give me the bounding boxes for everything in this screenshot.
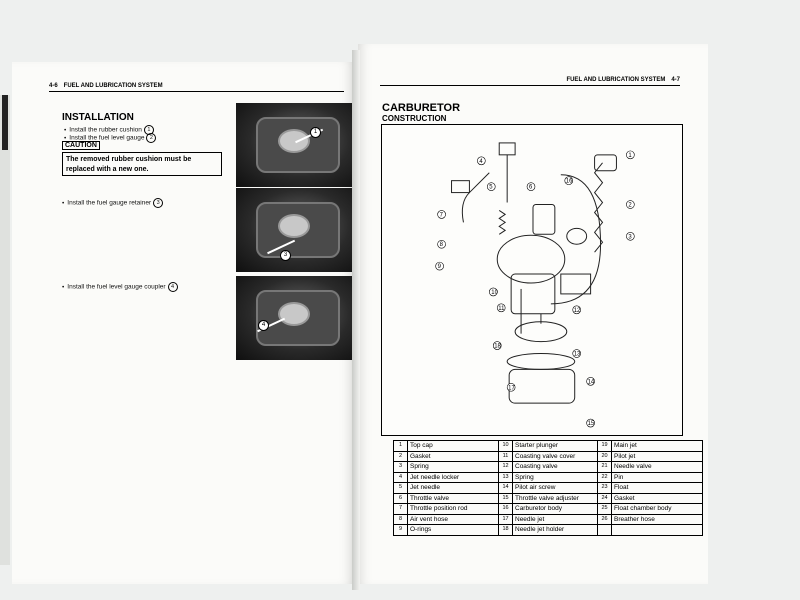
part-name: Coasting valve cover [513,451,598,462]
part-number: 8 [394,514,408,525]
part-number: 2 [394,451,408,462]
step-text: Install the fuel level gauge [69,134,145,142]
step-fuel-gauge-retainer: • Install the fuel gauge retainer 3 [62,198,163,208]
part-number: 11 [499,451,513,462]
starter-plunger-shape [452,181,470,193]
callout-7: 7 [439,212,443,219]
part-name: Gasket [408,451,499,462]
callout-4: 4 [479,158,483,165]
part-number: 20 [598,451,612,462]
right-page-number: 4-7 [671,77,680,83]
gasket-shape [507,354,575,370]
part-number: 24 [598,493,612,504]
photo-callout: 3 [280,250,291,261]
coasting-spring-shape [595,163,603,252]
step-number: 3 [153,198,163,208]
part-number: 1 [394,441,408,452]
part-name: Breather hose [612,514,703,525]
callout-11: 11 [498,305,505,312]
caution-text: The removed rubber cushion must be replaced with a new one. [62,152,222,176]
callout-8: 8 [439,242,443,249]
step-fuel-level-gauge: • Install the fuel level gauge 2 [64,133,156,143]
callout-15: 15 [587,421,595,428]
part-number: 10 [499,441,513,452]
part-name: Coasting valve [513,462,598,473]
part-name: Spring [408,462,499,473]
callout-2: 2 [628,202,632,209]
callout-1: 1 [628,152,632,159]
part-number: 9 [394,525,408,536]
float-shape [515,322,567,342]
part-number: 14 [499,483,513,494]
part-name: Jet needle [408,483,499,494]
step-text: Install the rubber cushion [69,126,142,134]
part-name: Air vent hose [408,514,499,525]
part-name: Pilot jet [612,451,703,462]
step-number: 1 [144,125,154,135]
callout-5: 5 [489,184,493,191]
parts-table [393,440,703,536]
part-name: Carburetor body [513,504,598,515]
part-name: Starter plunger [513,441,598,452]
part-name: Pin [612,472,703,483]
part-number: 26 [598,514,612,525]
table-row [394,451,703,462]
left-section-title: FUEL AND LUBRICATION SYSTEM [63,83,163,89]
table-row [394,493,703,504]
part-name: Jet needle locker [408,472,499,483]
book-gutter [352,50,360,590]
callout-10: 10 [491,289,498,296]
carburetor-heading: CARBURETOR [382,102,461,114]
callout-18: 18 [494,343,501,350]
part-number: 17 [499,514,513,525]
exploded-view-svg [382,125,682,435]
table-row [394,462,703,473]
photo-rubber-cushion [236,103,352,187]
spring-shape [499,210,505,234]
carburetor-exploded-diagram [381,124,683,436]
callout-6: 6 [529,184,533,191]
table-row [394,483,703,494]
part-number: 7 [394,504,408,515]
part-name: Spring [513,472,598,483]
part-number: 6 [394,493,408,504]
callout-9: 9 [437,264,441,271]
float-chamber-shape [509,369,575,403]
photo-gauge-coupler [236,276,352,360]
o-ring-shape [567,228,587,244]
part-name: Needle valve [612,462,703,473]
photo-callout: 1 [310,127,321,138]
part-number: 22 [598,472,612,483]
part-name: Throttle valve [408,493,499,504]
table-row [394,504,703,515]
callout-14: 14 [587,379,595,386]
table-row [394,472,703,483]
callout-13: 13 [573,351,581,358]
part-name: Throttle position rod [408,504,499,515]
callout-17: 17 [508,385,515,392]
part-number: 5 [394,483,408,494]
part-number: 21 [598,462,612,473]
part-number: 13 [499,472,513,483]
top-cap-shape [499,143,515,155]
part-number: 18 [499,525,513,536]
step-rubber-cushion: • Install the rubber cushion 1 [64,125,154,135]
part-number: 3 [394,462,408,473]
part-number: 19 [598,441,612,452]
part-name-empty [612,525,703,536]
callout-3: 3 [628,234,632,241]
installation-heading: INSTALLATION [62,112,134,123]
part-name: Throttle valve adjuster [513,493,598,504]
caution-label: CAUTION [62,141,100,150]
step-text: Install the fuel level gauge coupler [67,283,166,291]
part-number: 16 [499,504,513,515]
construction-subheading: CONSTRUCTION [382,114,447,123]
photo-callout: 4 [258,320,269,331]
part-name: Needle jet holder [513,525,598,536]
part-number: 25 [598,504,612,515]
thumb-index-tab [2,95,8,150]
part-name: Float chamber body [612,504,703,515]
callout-16: 16 [565,178,573,185]
photo-gauge-retainer [236,188,352,272]
table-row [394,514,703,525]
part-name: Top cap [408,441,499,452]
throttle-valve-shape [533,205,555,235]
part-number: 23 [598,483,612,494]
table-row [394,441,703,452]
gauge-cap-image [278,302,310,326]
step-fuel-level-gauge-coupler: • Install the fuel level gauge coupler 4 [62,282,178,292]
part-number: 4 [394,472,408,483]
air-vent-hose-shape [551,175,601,304]
part-name: Gasket [612,493,703,504]
part-number: 12 [499,462,513,473]
step-number: 2 [146,133,156,143]
part-name: Pilot air screw [513,483,598,494]
part-name: Float [612,483,703,494]
right-section-title: FUEL AND LUBRICATION SYSTEM [566,77,666,83]
step-number: 4 [168,282,178,292]
right-page-header [380,77,680,86]
part-number-empty [598,525,612,536]
left-page-number: 4-6 [49,83,58,89]
table-row [394,525,703,536]
gauge-cap-image [278,214,310,238]
part-name: Main jet [612,441,703,452]
left-page-header [49,83,344,92]
step-text: Install the fuel gauge retainer [67,199,152,207]
part-name: O-rings [408,525,499,536]
part-name: Needle jet [513,514,598,525]
part-number: 15 [499,493,513,504]
callout-12: 12 [573,307,581,314]
book-edge [0,95,10,565]
